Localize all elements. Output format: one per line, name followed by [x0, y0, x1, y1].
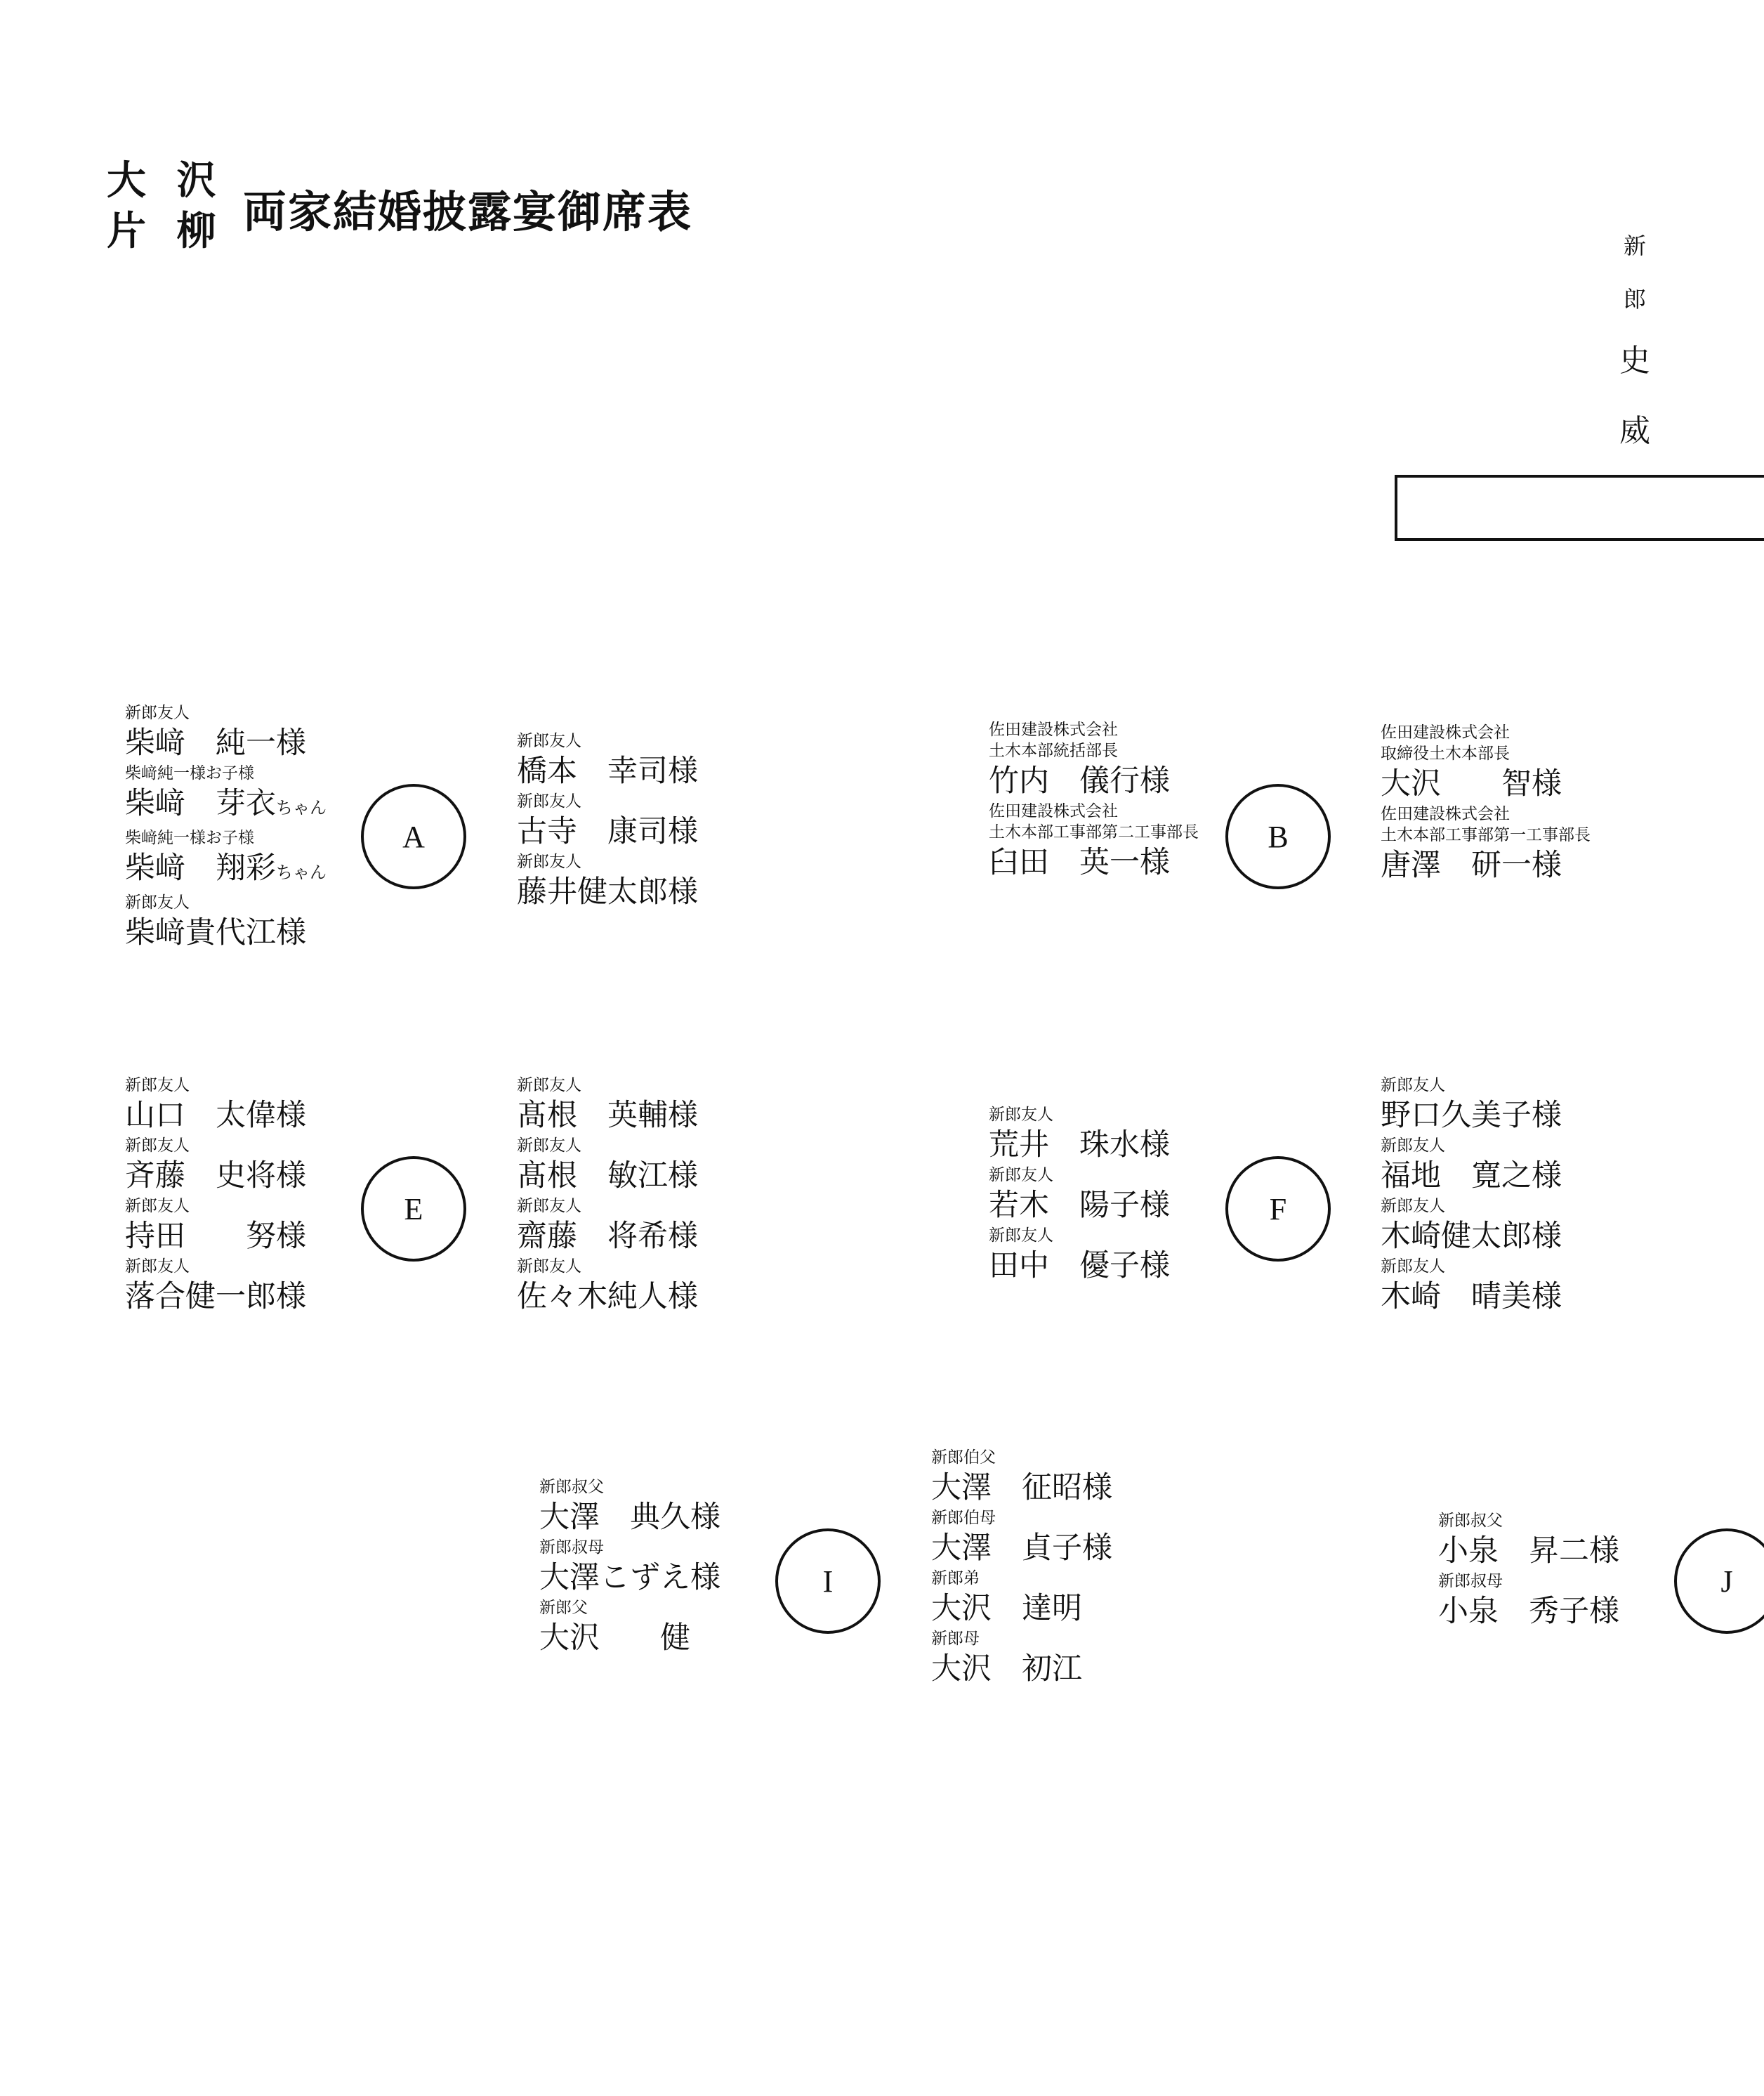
- guest-name-text: 木崎健太郎様: [1381, 1219, 1562, 1254]
- guest-entry: [931, 1628, 1112, 1689]
- guest-role: 新郎友人: [1381, 1197, 1445, 1215]
- guest-role: 土木本部工事部第一工事部長: [1381, 826, 1591, 844]
- guest-name: [931, 1468, 1112, 1507]
- guest-role: 新郎友人: [517, 792, 581, 811]
- guest-name: [125, 1277, 306, 1316]
- guest-entry: [1438, 1571, 1619, 1631]
- guest-name: [517, 1217, 698, 1256]
- guest-name-text: 大澤 貞子様: [931, 1531, 1112, 1566]
- guest-name-text: 大澤こずえ様: [539, 1560, 720, 1595]
- guest-entry: [125, 1196, 306, 1256]
- table-i-left-guests: [539, 1476, 720, 1658]
- guest-entry: [1438, 1510, 1619, 1571]
- guest-role: 新郎叔父: [1438, 1512, 1503, 1530]
- guest-name: [1381, 1096, 1562, 1135]
- guest-entry: [125, 1256, 306, 1316]
- guest-name: [1381, 846, 1591, 885]
- table-j-circle: J: [1674, 1528, 1764, 1634]
- guest-role: 新郎友人: [517, 732, 581, 750]
- guest-entry: [125, 702, 327, 763]
- family-names: [107, 156, 225, 257]
- guest-entry: [1381, 722, 1591, 804]
- guest-name-text: 唐澤 研一様: [1381, 848, 1562, 883]
- table-e-circle: E: [361, 1156, 466, 1262]
- guest-entry: [125, 827, 327, 892]
- guest-name-text: 小泉 昇二様: [1438, 1533, 1619, 1568]
- guest-name-text: 大澤 典久様: [539, 1500, 720, 1535]
- guest-name: [517, 752, 698, 791]
- guest-name-text: 竹内 儀行様: [989, 764, 1170, 799]
- guest-role: 新郎叔母: [1438, 1572, 1503, 1590]
- table-a-right-guests: [517, 731, 698, 912]
- guest-role: 新郎叔父: [539, 1478, 604, 1496]
- guest-name-text: 斉藤 史将様: [125, 1158, 306, 1193]
- guest-role: 取締役土木本部長: [1381, 745, 1510, 763]
- guest-name: [125, 1156, 306, 1196]
- guest-entry: [989, 1225, 1170, 1285]
- groom-name-char: 史: [1619, 343, 1650, 379]
- guest-name: [125, 784, 327, 827]
- guest-entry: [517, 851, 698, 912]
- guest-name-text: 大澤 征昭様: [931, 1470, 1112, 1505]
- guest-name: [125, 913, 327, 952]
- guest-entry: [125, 1075, 306, 1135]
- guest-name: [125, 849, 327, 892]
- guest-entry: [1381, 804, 1591, 885]
- guest-name-text: 山口 太偉様: [125, 1098, 306, 1133]
- guest-name-text: 齋藤 将希様: [517, 1219, 698, 1254]
- guest-role: 佐田建設株式会社: [989, 721, 1118, 739]
- guest-entry: [989, 801, 1199, 882]
- table-f-left-guests: [989, 1104, 1170, 1285]
- guest-name: [517, 1096, 698, 1135]
- guest-role: 新郎友人: [1381, 1257, 1445, 1276]
- guest-role: 新郎友人: [517, 1197, 581, 1215]
- guest-role: 新郎友人: [517, 853, 581, 871]
- table-b-right-guests: [1381, 722, 1591, 885]
- guest-name: [1381, 764, 1591, 804]
- guest-name-text: 柴﨑 純一様: [125, 726, 306, 761]
- guest-honorific: ちゃん: [276, 798, 327, 818]
- guest-role: 新郎母: [931, 1630, 980, 1648]
- guest-name: [989, 1125, 1170, 1165]
- guest-entry: [539, 1597, 720, 1658]
- guest-entry: [1381, 1256, 1562, 1316]
- guest-role: 新郎友人: [1381, 1137, 1445, 1155]
- guest-name-text: 柴﨑 翔彩: [125, 851, 276, 886]
- guest-name: [1438, 1531, 1619, 1571]
- guest-role: 新郎友人: [125, 1197, 190, 1215]
- guest-entry: [931, 1507, 1112, 1568]
- guest-role: 佐田建設株式会社: [1381, 805, 1510, 823]
- guest-role: 新郎友人: [517, 1137, 581, 1155]
- guest-entry: [125, 763, 327, 827]
- guest-entry: [931, 1447, 1112, 1507]
- guest-name-text: 持田 努様: [125, 1219, 306, 1254]
- guest-name: [989, 1186, 1170, 1225]
- groom-header: [1615, 219, 1654, 466]
- guest-name-text: 柴﨑貴代江様: [125, 915, 306, 950]
- guest-role: 新郎友人: [125, 1257, 190, 1276]
- guest-role: 新郎友人: [125, 1076, 190, 1094]
- guest-entry: [1381, 1196, 1562, 1256]
- guest-name: [1381, 1217, 1562, 1256]
- table-b-circle: B: [1225, 784, 1331, 889]
- guest-role: 新郎友人: [517, 1076, 581, 1094]
- guest-entry: [1381, 1075, 1562, 1135]
- guest-role: 新郎友人: [1381, 1076, 1445, 1094]
- table-f-right-guests: [1381, 1075, 1562, 1316]
- groom-label-char: 郎: [1623, 286, 1646, 313]
- table-i-circle: I: [775, 1528, 881, 1634]
- guest-entry: [517, 731, 698, 791]
- guest-role: 新郎友人: [125, 893, 190, 912]
- document-title: 両家結婚披露宴御席表: [243, 186, 693, 237]
- guest-name-text: 藤井健太郎様: [517, 875, 698, 910]
- guest-role: 柴﨑純一様お子様: [125, 764, 254, 782]
- guest-entry: [125, 1135, 306, 1196]
- guest-name: [931, 1589, 1112, 1628]
- guest-role: 新郎友人: [125, 1137, 190, 1155]
- guest-name: [1438, 1592, 1619, 1631]
- guest-name: [125, 723, 327, 763]
- guest-entry: [517, 1256, 698, 1316]
- guest-name-text: 野口久美子様: [1381, 1098, 1562, 1133]
- guest-name-text: 髙根 英輔様: [517, 1098, 698, 1133]
- guest-name-text: 若木 陽子様: [989, 1188, 1170, 1223]
- guest-role: 新郎伯父: [931, 1448, 996, 1467]
- guest-entry: [539, 1537, 720, 1597]
- table-j-left-guests: [1438, 1510, 1619, 1631]
- family-name-bride: 片 柳: [107, 209, 225, 254]
- table-a-left-guests: [125, 702, 327, 952]
- guest-role: 新郎弟: [931, 1569, 980, 1587]
- table-e-right-guests: [517, 1075, 698, 1316]
- guest-name-text: 大沢 初江: [931, 1651, 1082, 1686]
- guest-role: 新郎伯母: [931, 1509, 996, 1527]
- guest-name: [517, 812, 698, 851]
- guest-name: [517, 1156, 698, 1196]
- table-a-circle: A: [361, 784, 466, 889]
- guest-name-text: 橋本 幸司様: [517, 754, 698, 789]
- guest-name: [1381, 1156, 1562, 1196]
- table-i-right-guests: [931, 1447, 1112, 1689]
- table-e-left-guests: [125, 1075, 306, 1316]
- guest-name-text: 福地 寛之様: [1381, 1158, 1562, 1193]
- guest-role: 新郎友人: [989, 1106, 1053, 1124]
- guest-name: [539, 1558, 720, 1597]
- guest-name: [539, 1498, 720, 1537]
- guest-role: 新郎叔母: [539, 1538, 604, 1557]
- guest-role: 新郎友人: [125, 704, 190, 722]
- guest-name: [931, 1528, 1112, 1568]
- guest-entry: [517, 1075, 698, 1135]
- guest-name-text: 佐々木純人様: [517, 1279, 698, 1314]
- guest-name-text: 大沢 健: [539, 1620, 690, 1656]
- guest-entry: [1381, 1135, 1562, 1196]
- guest-name-text: 大沢 智様: [1381, 766, 1562, 801]
- guest-name-text: 髙根 敏江様: [517, 1158, 698, 1193]
- guest-name: [1381, 1277, 1562, 1316]
- guest-role: 柴﨑純一様お子様: [125, 829, 254, 847]
- guest-name-text: 古寺 康司様: [517, 814, 698, 849]
- guest-role: 新郎友人: [517, 1257, 581, 1276]
- guest-name: [517, 1277, 698, 1316]
- guest-name: [517, 872, 698, 912]
- guest-role: 佐田建設株式会社: [989, 802, 1118, 820]
- guest-entry: [517, 791, 698, 851]
- guest-name: [539, 1618, 720, 1658]
- guest-role: 土木本部統括部長: [989, 742, 1118, 760]
- guest-entry: [517, 1196, 698, 1256]
- guest-name: [125, 1096, 306, 1135]
- guest-name-text: 田中 優子様: [989, 1248, 1170, 1283]
- guest-name-text: 木崎 晴美様: [1381, 1279, 1562, 1314]
- table-b-left-guests: [989, 719, 1199, 882]
- family-name-groom: 大 沢: [107, 158, 225, 204]
- guest-name-text: 柴﨑 芽衣: [125, 786, 276, 821]
- guest-role: 佐田建設株式会社: [1381, 723, 1510, 742]
- guest-name-text: 大沢 達明: [931, 1591, 1082, 1626]
- guest-role: 新郎友人: [989, 1166, 1053, 1184]
- groom-name-char: 威: [1619, 413, 1650, 449]
- guest-name-text: 落合健一郎様: [125, 1279, 306, 1314]
- guest-role: 新郎父: [539, 1599, 588, 1617]
- guest-name: [125, 1217, 306, 1256]
- guest-honorific: ちゃん: [276, 863, 327, 882]
- guest-role: 土木本部工事部第二工事部長: [989, 823, 1199, 841]
- guest-name-text: 荒井 珠水様: [989, 1127, 1170, 1162]
- guest-entry: [931, 1568, 1112, 1628]
- guest-name: [931, 1649, 1112, 1689]
- groom-label-char: 新: [1623, 232, 1646, 259]
- guest-name: [989, 1246, 1170, 1285]
- guest-entry: [517, 1135, 698, 1196]
- guest-name-text: 臼田 英一様: [989, 845, 1170, 880]
- head-table: [1395, 475, 1764, 541]
- guest-entry: [989, 1104, 1170, 1165]
- guest-name: [989, 761, 1199, 801]
- guest-name: [989, 843, 1199, 882]
- guest-entry: [125, 892, 327, 952]
- guest-name-text: 小泉 秀子様: [1438, 1594, 1619, 1629]
- guest-entry: [539, 1476, 720, 1537]
- guest-role: 新郎友人: [989, 1226, 1053, 1245]
- table-f-circle: F: [1225, 1156, 1331, 1262]
- guest-entry: [989, 719, 1199, 801]
- guest-entry: [989, 1165, 1170, 1225]
